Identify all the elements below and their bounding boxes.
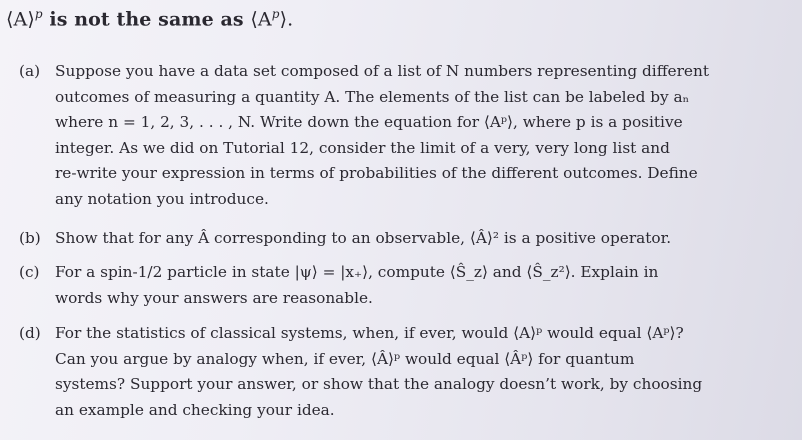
part-a-line bbox=[19, 59, 709, 85]
heading-expr-right-sup: p bbox=[271, 7, 280, 21]
part-d-line bbox=[19, 321, 702, 347]
part-a bbox=[19, 59, 709, 213]
part-b-text: Show that for any Â corresponding to an observable, ⟨Â⟩² is a positive operator. bbox=[55, 229, 672, 247]
heading bbox=[6, 7, 293, 30]
part-d-text: Can you argue by analogy when, if ever, ⟨Â⟩ᵖ would equal ⟨Âᵖ⟩ for quantum bbox=[55, 349, 635, 368]
part-a-line bbox=[19, 161, 709, 187]
part-a-line bbox=[19, 187, 709, 213]
heading-expr-right-end: ⟩. bbox=[279, 8, 294, 31]
part-b-line bbox=[19, 226, 671, 252]
heading-expr-right: ⟨A bbox=[250, 8, 272, 31]
part-d-line bbox=[19, 347, 702, 373]
part-d-line bbox=[19, 372, 702, 398]
part-a-line bbox=[19, 110, 709, 136]
part-d-text: systems? Support your answer, or show that the analogy doesn’t work, by choosing bbox=[55, 375, 703, 394]
part-a-text: Suppose you have a data set composed of a list of N numbers representing different bbox=[55, 62, 709, 80]
part-b-label: (b) bbox=[19, 229, 41, 247]
part-a-line bbox=[19, 85, 709, 111]
part-a-label: (a) bbox=[19, 62, 41, 80]
heading-expr-left-sup: p bbox=[34, 7, 43, 21]
part-c-text: words why your answers are reasonable. bbox=[55, 288, 373, 307]
part-b bbox=[19, 226, 671, 252]
part-c bbox=[19, 260, 658, 311]
part-d-label: (d) bbox=[19, 324, 41, 342]
part-c-line bbox=[19, 286, 658, 312]
part-a-text: re-write your expression in terms of probabilities of the different outcomes. Define bbox=[55, 164, 698, 183]
part-d-text: an example and checking your idea. bbox=[55, 400, 335, 419]
part-a-text: any notation you introduce. bbox=[55, 189, 269, 208]
part-a-text: where n = 1, 2, 3, . . . , N. Write down the equation for ⟨Aᵖ⟩, where p is a positive bbox=[55, 113, 683, 132]
part-a-text: integer. As we did on Tutorial 12, consider the limit of a very, very long list and bbox=[55, 138, 670, 157]
part-d bbox=[19, 321, 702, 423]
part-d-line bbox=[19, 398, 702, 424]
part-a-line bbox=[19, 136, 709, 162]
heading-expr-left: ⟨A⟩ bbox=[6, 8, 35, 31]
part-a-text: outcomes of measuring a quantity A. The elements of the list can be labeled by aₙ bbox=[55, 87, 690, 106]
part-d-text: For the statistics of classical systems, when, if ever, would ⟨A⟩ᵖ would equal ⟨Aᵖ⟩? bbox=[55, 324, 684, 342]
part-c-line bbox=[19, 260, 658, 286]
part-c-text: For a spin-1/2 particle in state |ψ⟩ = |x₊⟩, compute ⟨Ŝ_z⟩ and ⟨Ŝ_z²⟩. Explain in bbox=[55, 263, 659, 281]
heading-text: is not the same as bbox=[42, 8, 251, 31]
part-c-label: (c) bbox=[19, 263, 40, 281]
